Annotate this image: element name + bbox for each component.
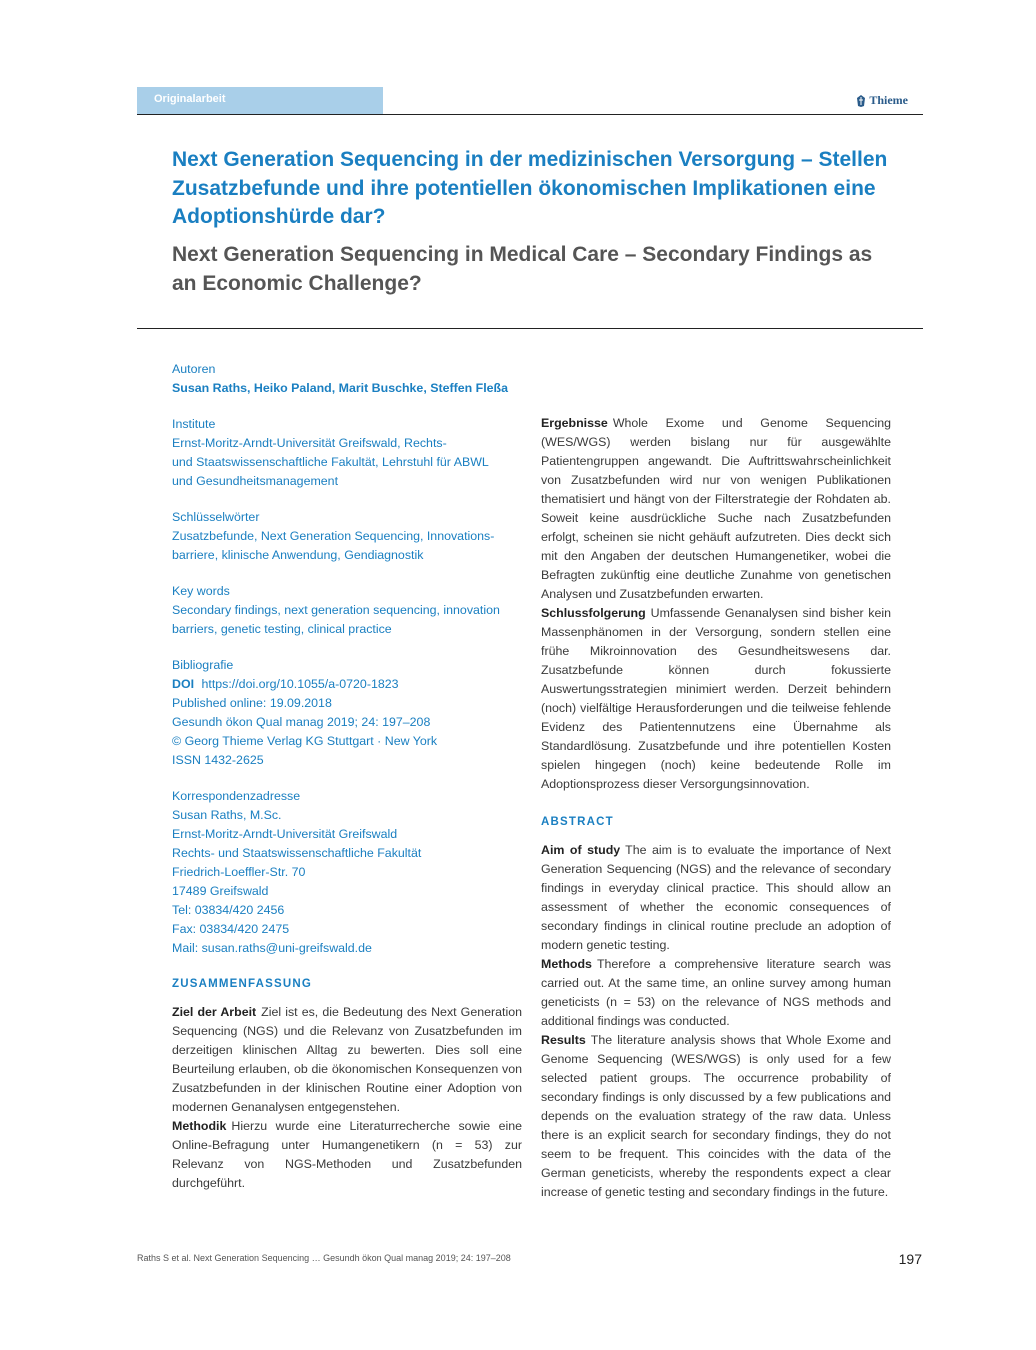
methodik-text: Hierzu wurde eine Literaturrecherche sowie eine Online-Befragung unter Humangenetikern (n = 53) zur Relevanz von NGS-Methoden und Zusatzbefunden durchgeführt. xyxy=(172,1119,522,1190)
results-paragraph xyxy=(541,1031,891,1202)
institute-line: und Gesundheitsmanagement xyxy=(172,474,339,488)
aim-paragraph xyxy=(541,841,891,955)
bibliography-block xyxy=(172,656,522,770)
correspondence-line: 17489 Greifswald xyxy=(172,884,269,898)
institute-line: und Staatswissenschaftliche Fakultät, Lehrstuhl für ABWL xyxy=(172,455,489,469)
keywords-de-heading: Schlüsselwörter xyxy=(172,510,260,524)
title-rule xyxy=(137,328,923,329)
correspondence-line: Susan Raths, M.Sc. xyxy=(172,808,282,822)
left-column xyxy=(172,360,522,1193)
page-number: 197 xyxy=(898,1251,922,1267)
schluss-lead: Schlussfolgerung xyxy=(541,606,646,620)
ziel-lead: Ziel der Arbeit xyxy=(172,1005,257,1019)
authors-heading: Autoren xyxy=(172,362,216,376)
bibliography-line: Published online: 19.09.2018 xyxy=(172,696,332,710)
section-label: Originalarbeit xyxy=(137,87,383,114)
keywords-en-line: barriers, genetic testing, clinical practice xyxy=(172,622,392,636)
aim-text: The aim is to evaluate the importance of Next Generation Sequencing (NGS) and the relevance of secondary findings in everyday clinical practice. This should allow an assessment of whether the economic consequences of secondary findings in clinical routine preclude an adoption of modern genetic testing. xyxy=(541,843,891,952)
correspondence-line: Ernst-Moritz-Arndt-Universität Greifswald xyxy=(172,827,398,841)
schluss-text: Umfassende Genanalysen sind bisher kein Massenphänomen in der Versorgung, sondern stellen eine frühe Mikroinnovation des Gesundheitswesens dar. Zusatzbefunde können durch fokussierte Auswertungsstrategien minimiert werden. Derzeit behindern (noch) vielfältige Herausforderungen und die teilweise fehlende Evidenz des Patientennutzens eine Übernahme als Standardlösung. Zusatzbefunde und ihre potentiellen Kosten spielen hingegen (noch) keine bedeutende Rolle im Adoptionsprozess dieser Versorgungsinnovation. xyxy=(541,606,891,791)
methods-paragraph xyxy=(541,955,891,1031)
correspondence-line: Fax: 03834/420 2475 xyxy=(172,922,290,936)
correspondence-line: Friedrich-Loeffler-Str. 70 xyxy=(172,865,306,879)
methods-text: Therefore a comprehensive literature search was carried out. At the same time, an online survey among human geneticists (n = 53) on the relevance of NGS methods and additional findings was conducted. xyxy=(541,957,891,1028)
ergebnisse-text: Whole Exome und Genome Sequencing (WES/WGS) werden bislang nur für ausgewählte Patientengruppen angewandt. Die Auftrittswahrscheinlichkeit von Zusatzbefunden wird nur von wenigen Publikationen thematisiert und hängt von der Filterstrategie der Rohdaten ab. Soweit keine ausdrückliche Suche nach Zusatzbefunden erfolgt, scheinen sie nicht gehäuft aufzutreten. Dies deckt sich mit den Angaben der deutschen Humangenetiker, wobei die Befragten zukünftig eine deutliche Zunahme von genetischen Analysen und Zusatzbefunden erwarten. xyxy=(541,416,891,601)
correspondence-line: Tel: 03834/420 2456 xyxy=(172,903,285,917)
authors-block xyxy=(172,360,522,398)
keywords-en-block xyxy=(172,582,522,639)
publisher-logo xyxy=(856,93,908,108)
institute-block xyxy=(172,415,522,491)
aim-lead: Aim of study xyxy=(541,843,621,857)
methodik-lead: Methodik xyxy=(172,1119,227,1133)
keywords-en-line: Secondary findings, next generation sequencing, innovation xyxy=(172,603,500,617)
publisher-name: Thieme xyxy=(869,93,908,107)
methods-lead: Methods xyxy=(541,957,592,971)
footer-citation: Raths S et al. Next Generation Sequencing … Gesundh ökon Qual manag 2019; 24: 197–208 xyxy=(137,1253,511,1263)
abstract-heading: ABSTRACT xyxy=(541,816,614,828)
keywords-en-heading: Key words xyxy=(172,584,230,598)
results-text: The literature analysis shows that Whole Exome and Genome Sequencing (WES/WGS) is only used for a few selected patient groups. The occurrence probability of secondary findings is only discussed by a few publications and depends on the evaluation strategy of the raw data. Unless there is an explicit search for secondary findings, they do not seem to be frequent. This coincides with the data of the German geneticists, whereby the respondents expect a clear increase of genetic testing and secondary findings in the future. xyxy=(541,1033,891,1199)
ergebnisse-paragraph xyxy=(541,414,891,604)
bibliography-line: ISSN 1432-2625 xyxy=(172,753,264,767)
header-rule xyxy=(137,114,923,115)
ergebnisse-lead: Ergebnisse xyxy=(541,416,608,430)
doi-link[interactable]: https://doi.org/10.1055/a-0720-1823 xyxy=(201,677,399,691)
correspondence-line: Rechts- und Staatswissenschaftliche Fakultät xyxy=(172,846,422,860)
keywords-de-line: barriere, klinische Anwendung, Gendiagnostik xyxy=(172,548,424,562)
authors-list: Susan Raths, Heiko Paland, Marit Buschke, Steffen Fleßa xyxy=(172,381,509,395)
keywords-de-block xyxy=(172,508,522,565)
bibliography-heading: Bibliografie xyxy=(172,658,234,672)
ziel-paragraph xyxy=(172,1003,522,1117)
correspondence-heading: Korrespondenzadresse xyxy=(172,789,301,803)
zusammenfassung-heading: ZUSAMMENFASSUNG xyxy=(172,978,313,990)
title-english: Next Generation Sequencing in Medical Care – Secondary Findings as an Economic Challenge? xyxy=(172,243,873,295)
bibliography-line: © Georg Thieme Verlag KG Stuttgart · New York xyxy=(172,734,438,748)
institute-heading: Institute xyxy=(172,417,216,431)
doi-line xyxy=(172,675,522,694)
title-german: Next Generation Sequencing in der medizinischen Versorgung – Stellen Zusatzbefunde und ihre potentiellen ökonomischen Implikationen eine Adoptionshürde dar? xyxy=(172,148,888,228)
bibliography-line: Gesundh ökon Qual manag 2019; 24: 197–208 xyxy=(172,715,431,729)
keywords-de-line: Zusatzbefunde, Next Generation Sequencing, Innovations- xyxy=(172,529,495,543)
ziel-text: Ziel ist es, die Bedeutung des Next Generation Sequencing (NGS) und die Relevanz von Zusatzbefunden im derzeitigen klinischen Alltag zu bewerten. Dies soll eine Beurteilung erlauben, ob die ökonomischen Konsequenzen von Zusatzbefunden in der klinischen Routine einer Adoption von modernen Genanalysen entgegenstehen. xyxy=(172,1005,522,1114)
thieme-logo-icon xyxy=(856,95,866,107)
methodik-paragraph xyxy=(172,1117,522,1193)
correspondence-block xyxy=(172,787,522,958)
results-lead: Results xyxy=(541,1033,586,1047)
doi-label: DOI xyxy=(172,677,195,691)
right-column xyxy=(541,414,891,1202)
institute-line: Ernst-Moritz-Arndt-Universität Greifswald, Rechts- xyxy=(172,436,447,450)
schluss-paragraph xyxy=(541,604,891,794)
email-link[interactable]: Mail: susan.raths@uni-greifswald.de xyxy=(172,941,372,955)
